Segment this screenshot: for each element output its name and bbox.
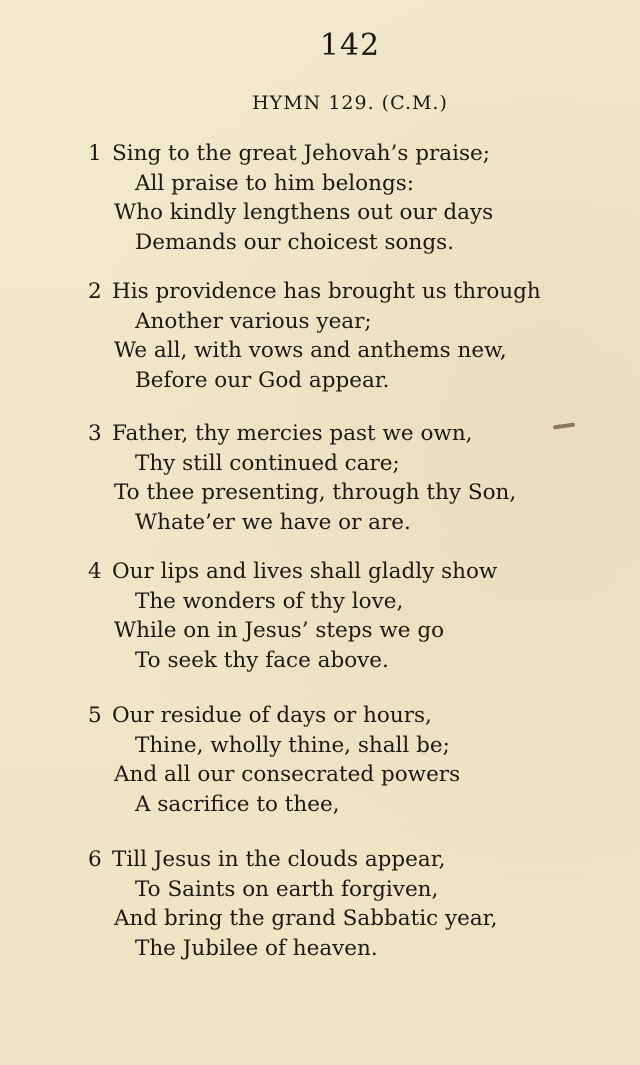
stanza-number: 3 [88, 421, 102, 446]
verse-line: Who kindly lengthens out our days [114, 200, 494, 225]
stanza-number: 2 [88, 279, 102, 304]
hymn-heading: HYMN 129. (C.M.) [252, 92, 448, 114]
verse-line: Another various year; [135, 308, 372, 334]
stanza-number: 4 [88, 559, 102, 584]
stanza-2 [88, 277, 633, 395]
verse-line: Our lips and lives shall gladly show [112, 559, 498, 584]
stanza-4 [88, 557, 633, 675]
stanza-1 [88, 139, 633, 257]
verse-line: We all, with vows and anthems new, [114, 338, 507, 363]
verse-line: To thee presenting, through thy Son, [114, 480, 517, 505]
verse-line: While on in Jesus’ steps we go [114, 618, 445, 643]
verse-line: And bring the grand Sabbatic year, [114, 906, 498, 931]
verse-line: Thine, wholly thine, shall be; [135, 732, 450, 758]
verse-line: Thy still continued care; [135, 450, 400, 476]
verse-line: All praise to him belongs: [135, 170, 414, 196]
verse-line: Sing to the great Jehovah’s praise; [112, 141, 490, 166]
stanza-6 [88, 845, 633, 963]
verse-line: Till Jesus in the clouds appear, [112, 847, 446, 872]
verse-line: The wonders of thy love, [135, 588, 404, 614]
verse-line: And all our consecrated powers [114, 762, 461, 787]
stanza-number: 5 [88, 703, 102, 728]
verse-line: The Jubilee of heaven. [135, 935, 378, 961]
stanza-5 [88, 701, 633, 819]
stanza-number: 1 [88, 141, 102, 166]
verse-line: To seek thy face above. [135, 647, 389, 673]
verse-line: Demands our choicest songs. [135, 229, 454, 255]
verse-line: Whate’er we have or are. [135, 509, 411, 535]
stanza-number: 6 [88, 847, 102, 872]
verse-line: Our residue of days or hours, [112, 703, 432, 728]
verse-line: Before our God appear. [135, 367, 390, 393]
verse-line: His providence has brought us through [112, 279, 541, 304]
verse-line: Father, thy mercies past we own, [112, 421, 473, 446]
verse-line: To Saints on earth forgiven, [135, 876, 439, 902]
stanza-3 [88, 419, 633, 537]
verse-line: A sacrifice to thee, [135, 791, 340, 817]
page-number: 142 [319, 28, 381, 63]
